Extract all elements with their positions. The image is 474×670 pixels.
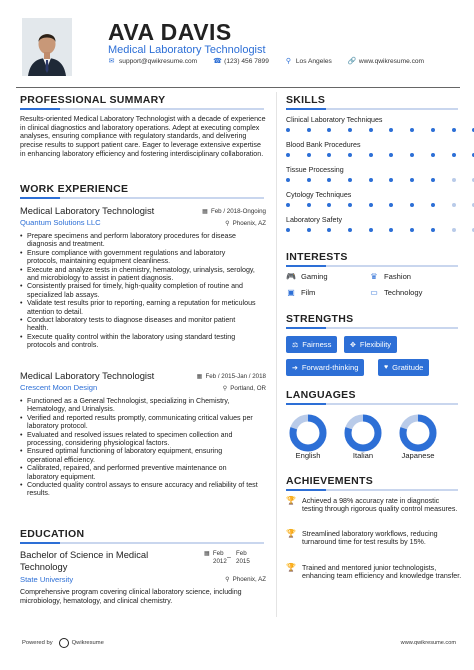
job-company-2: Crescent Moon Design [20,383,98,392]
skill-dot [307,203,311,207]
skill-dot [389,178,393,182]
job-title-1: Medical Laboratory Technologist [20,205,155,216]
skill-dot [389,228,393,232]
education-end-date [236,550,250,565]
skill-dot [410,178,414,182]
calendar-icon: ▦ [204,550,210,557]
strength-label: Gratitude [392,363,424,372]
location-pin-icon: ⚲ [225,220,230,227]
job-location-2 [223,385,266,392]
list-item: • Prepare specimens and perform laboratory procedures for disease diagnosis and treatment. [20,232,258,249]
list-item: • Conduct laboratory tests to diagnose diseases and monitor patient health. [20,316,258,333]
strengths-heading: STRENGTHS [286,313,354,325]
skill-dot [307,228,311,232]
skill-dot [410,228,414,232]
strengths-rule [286,327,458,329]
school-name: State University [20,575,74,584]
skill-dot [286,203,290,207]
fashion-icon: ♛ [370,272,378,281]
job-location-1-text: Phoenix, AZ [232,220,266,227]
interest-technology [369,288,422,297]
achievements-heading: ACHIEVEMENTS [286,475,374,487]
skill-dot [348,128,352,132]
arrow-right-icon: ➔ [292,364,298,372]
arrows-icon: ✥ [350,341,356,349]
language-label: Japanese [401,451,435,460]
skill-dots [286,128,474,132]
calendar-icon: ▦ [196,373,203,380]
skills-rule [286,108,458,110]
skill-dots [286,203,474,207]
strength-fairness [286,336,337,353]
skill-dot [286,128,290,132]
skill-dot [369,178,373,182]
contact-website[interactable]: www.qwikresume.com [358,58,425,65]
strength-forward-thinking [286,359,364,376]
job-dates-2 [197,373,266,380]
achievement-item [286,564,462,581]
calendar-icon: ▦ [202,208,208,215]
footer-brand-name[interactable]: Qwikresume [71,640,104,646]
skill-dot [389,128,393,132]
skills-heading: SKILLS [286,94,326,106]
list-item: • Validate test results prior to reporting, earning a reputation for meticulous attention to detail. [20,299,258,316]
skill-dot [286,228,290,232]
trophy-icon: 🏆 [286,496,296,505]
skill-dot [307,178,311,182]
interest-film [286,288,315,297]
achievement-item [286,497,462,514]
language-label: English [295,451,321,460]
experience-rule [20,197,264,199]
skill-name: Tissue Processing [286,166,344,174]
achievement-text: Streamlined laboratory workflows, reducing turnaround time for test results by 15%. [302,530,438,547]
skill-dot [327,228,331,232]
skill-dot [369,153,373,157]
interest-label: Gaming [301,272,328,281]
degree-line-1: Bachelor of Science in Medical [20,549,149,560]
language-ring-italian [343,413,383,453]
strength-label: Forward-thinking [301,363,359,372]
interest-fashion [369,272,411,281]
skill-dot [369,228,373,232]
location-icon: ⚲ [285,58,291,65]
contact-location: Los Angeles [295,58,332,65]
skill-dot [286,178,290,182]
candidate-title: Medical Laboratory Technologist [108,44,266,56]
skill-dot [348,228,352,232]
job-company-1: Quantum Solutions LLC [20,218,101,227]
edu-start-month: Feb [212,550,224,557]
education-location-text: Phoenix, AZ [232,576,266,583]
languages-rule [286,403,458,405]
achievements-rule [286,489,458,491]
film-icon: ▣ [287,288,295,297]
list-item: • Consistently praised for timely, high-quality completion of routine and specialized lab assays. [20,282,258,299]
header-divider [16,87,460,88]
strength-label: Flexibility [359,340,392,349]
skill-name: Blood Bank Procedures [286,141,361,149]
skill-dot [307,153,311,157]
interest-gaming [286,272,328,281]
job-bullets-2 [20,397,258,498]
skill-dot [452,203,456,207]
skill-dot [410,153,414,157]
skill-dot [307,128,311,132]
skill-name: Cytology Techniques [286,191,352,199]
skill-dot [431,128,435,132]
footer-url[interactable]: www.qwikresume.com [400,640,456,646]
qwikresume-logo-icon [59,638,69,648]
job-dates-1-text: Feb / 2018-Ongoing [210,208,266,215]
candidate-name: AVA DAVIS [108,19,232,45]
job-dates-2-text: Feb / 2015-Jan / 2018 [205,373,266,380]
achievement-text: Achieved a 98% accuracy rate in diagnostic testing through rigorous quality control measures. [302,497,458,514]
list-item: • Calibrated, repaired, and performed preventive maintenance on laboratory equipment. [20,464,258,481]
phone-icon: ☎ [213,58,222,65]
job-title-2: Medical Laboratory Technologist [20,370,155,381]
achievement-item [286,530,462,547]
edu-end-year: 2015 [236,557,250,565]
list-item: • Execute quality control within the laboratory using standard testing protocols and controls. [20,333,258,350]
list-item: • Conducted quality control assays to ensure accuracy and reliability of test results. [20,481,258,498]
experience-heading: WORK EXPERIENCE [20,183,129,195]
skill-dot [410,203,414,207]
skill-dot [348,203,352,207]
laptop-icon: ▭ [370,288,378,297]
heart-icon: ♥ [384,364,389,371]
job-location-2-text: Portland, OR [230,385,266,392]
skill-dot [452,228,456,232]
education-dates [204,550,227,565]
skill-name: Clinical Laboratory Techniques [286,116,383,124]
education-text: Comprehensive program covering clinical laboratory science, including microbiology, hematology, and clinical chemistry. [20,588,242,605]
job-dates-1 [202,208,266,215]
skill-dot [452,128,456,132]
skill-dot [431,203,435,207]
list-item: • Ensured optimal functioning of laboratory equipment, ensuring operational efficiency. [20,447,258,464]
skill-dot [348,153,352,157]
profile-photo [22,18,72,76]
job-location-1 [225,220,266,227]
skill-dot [369,128,373,132]
skill-dot [286,153,290,157]
location-pin-icon: ⚲ [222,385,228,392]
contact-email[interactable]: support@qwikresume.com [119,58,198,65]
contact-phone[interactable]: (123) 456 7899 [224,58,269,65]
footer-powered-by: Powered by [22,640,53,646]
language-label: Italian [352,451,374,460]
interest-label: Technology [384,288,423,297]
strength-flexibility [344,336,397,353]
summary-rule [20,108,264,110]
skill-dot [348,178,352,182]
job-bullets-1 [20,232,258,350]
language-ring-english [288,413,328,453]
education-location [225,576,266,583]
achievement-text: Trained and mentored junior technologists, enhancing team efficiency and knowledge transfer. [302,564,462,581]
skill-dot [431,153,435,157]
skill-dot [431,178,435,182]
scale-icon: ⚖ [292,341,299,349]
contact-bar [108,58,424,65]
education-rule [20,542,264,544]
list-item: • Functioned as a General Technologist, specializing in Chemistry, Hematology, and Urinalysis. [20,397,258,414]
list-item: • Ensure compliance with government regulations and laboratory protocols, maintaining equipment cleanliness. [20,249,258,266]
skill-dot [431,228,435,232]
interests-heading: INTERESTS [286,251,348,263]
skill-dot [327,153,331,157]
link-icon: 🔗 [347,58,357,65]
list-item: • Execute and analyze tests in chemistry, hematology, urinalysis, serology, and microbiology to assist in patient diagnosis. [20,266,258,283]
strength-label: Fairness [302,340,332,349]
summary-heading: PROFESSIONAL SUMMARY [20,94,166,106]
interest-label: Fashion [384,272,412,281]
footer-brand [22,638,104,648]
education-heading: EDUCATION [20,528,85,540]
skill-dot [327,128,331,132]
skill-dots [286,178,474,182]
degree-line-2: Technology [20,561,68,572]
list-item: • Evaluated and resolved issues related to specimen collection and processing, considering physiological factors. [20,431,258,448]
skill-dot [327,178,331,182]
skill-dot [410,128,414,132]
gamepad-icon: 🎮 [286,272,296,281]
list-item: • Verified and reported results promptly, communicating critical values per laboratory protocol. [20,414,258,431]
date-separator: – [227,554,231,561]
skill-dot [452,153,456,157]
edu-start-year: 2012 [213,557,227,565]
language-ring-japanese [398,413,438,453]
trophy-icon: 🏆 [286,563,296,572]
trophy-icon: 🏆 [286,529,296,538]
skill-dot [389,203,393,207]
summary-text: Results-oriented Medical Laboratory Technologist with a decade of experience in clinical diagnostics and laboratory operations. Adept at executing complex analyses, ensuring compliance with regulatory standards, and delivering precise results to support patient care. Eager to leverage extensive expertise in enhancing laboratory efficiency and fostering interdisciplinary collaboration. [20,115,266,158]
skill-dot [389,153,393,157]
skill-dot [369,203,373,207]
skill-name: Laboratory Safety [286,216,342,224]
skill-dot [452,178,456,182]
email-icon: ✉ [108,58,115,65]
edu-end-month: Feb [236,550,247,557]
skill-dot [327,203,331,207]
interest-label: Film [301,288,316,297]
skill-dots [286,153,474,157]
languages-heading: LANGUAGES [286,389,356,401]
column-divider [276,92,277,617]
strength-gratitude [378,359,429,376]
skill-dots [286,228,474,232]
interests-rule [286,265,458,267]
location-pin-icon: ⚲ [225,576,230,583]
